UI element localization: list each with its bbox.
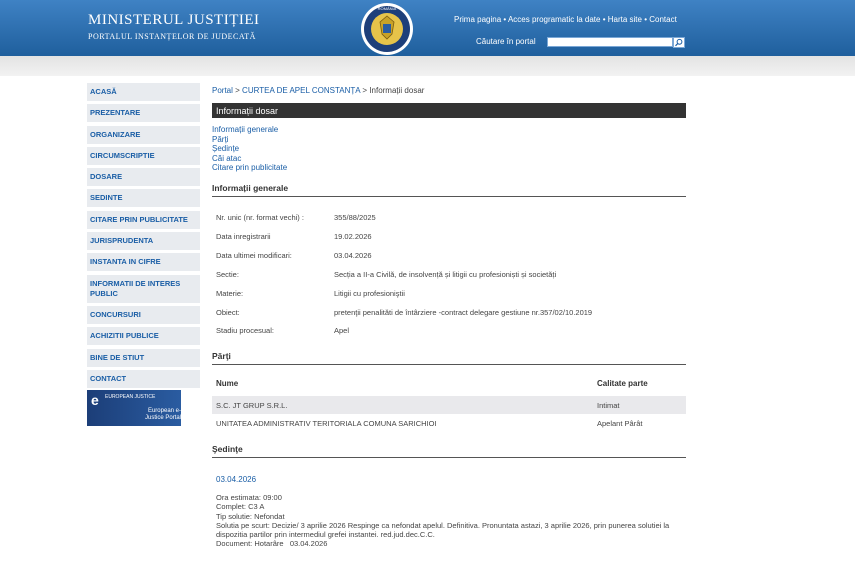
search-button[interactable] bbox=[673, 37, 685, 48]
sidebar-item-citare[interactable]: CITARE PRIN PUBLICITATE bbox=[87, 211, 200, 229]
site-subtitle: PORTALUL INSTANȚELOR DE JUDECATĂ bbox=[88, 32, 256, 41]
sidebar-item-sedinte[interactable]: SEDINTE bbox=[87, 189, 200, 207]
top-link-api[interactable]: Acces programatic la date bbox=[507, 15, 601, 24]
page-title: Informații dosar bbox=[212, 103, 686, 118]
sedinte-section-title: Şedinţe bbox=[212, 444, 686, 458]
sidebar-item-achizitii[interactable]: ACHIZITII PUBLICE bbox=[87, 327, 200, 345]
sidebar-item-informatii-interes[interactable]: INFORMATII DE INTERES PUBLIC bbox=[87, 275, 200, 303]
sidebar-item-instanta-cifre[interactable]: INSTANTA IN CIFRE bbox=[87, 253, 200, 271]
ejustice-label: EUROPEAN JUSTICE bbox=[105, 394, 156, 400]
sidebar-item-jurisprudenta[interactable]: JURISPRUDENTA bbox=[87, 232, 200, 250]
breadcrumb: Portal > CURTEA DE APEL CONSTANȚA > Informații dosar bbox=[212, 86, 425, 95]
header-band bbox=[0, 56, 855, 76]
top-link-sitemap[interactable]: Harta site bbox=[607, 15, 642, 24]
table-row: S.C. JT GRUP S.R.L. Intimat bbox=[212, 396, 686, 414]
top-link-contact[interactable]: Contact bbox=[649, 15, 677, 24]
search-label: Căutare în portal bbox=[476, 37, 536, 46]
link-sedinte[interactable]: Ședințe bbox=[212, 144, 240, 153]
breadcrumb-court[interactable]: CURTEA DE APEL CONSTANȚA bbox=[242, 86, 361, 95]
link-informatii-generale[interactable]: Informații generale bbox=[212, 125, 279, 134]
svg-text:ROMÂNIA: ROMÂNIA bbox=[377, 6, 397, 11]
sidebar-item-concursuri[interactable]: CONCURSURI bbox=[87, 306, 200, 324]
main-content: Portal > CURTEA DE APEL CONSTANȚA > Informații dosar Informații dosar Informații generale Părți Ședințe Căi atac Citare prin publicitate Informații generale Nr. unic (nr. format vechi) : 355/88/2025 Data inregistrarii 19.02.2026 Data ultimei modificari: 03.04.2026 Sectie: Secția a II-a Civilă, de insolvență și litigii cu profesioniști și societăți Materie: Litigii cu profesioniştii Obiect: pretenţii penalităti de întârziere -contract delegare gestiune nr.357/02/10.2019 Stadiu procesual: Apel Părţi Nume Calitate parte S.C. JT GRUP S.R.L. Intimat UNITATEA ADMINISTRATIV TERITORIALA COMUNA SARICHIOI Apelant Pârât Şedinţe 03.04.2026 Ora estimata: 09:00 Complet: C3 A Tip solutie: Nefondat Solutia pe scurt: Decizie/ 3 aprilie 2026 Respinge ca nefondat apelul. Definitiva. Pronuntata astazi, 3 aprilie 2026, prin punerea solutiei la dispozitia partilor prin intermediul grefei instantei. red.jud.dec.C.C. Document: Hotarâre 03.04.2026 bbox=[212, 86, 686, 95]
coat-of-arms-icon[interactable] bbox=[357, 2, 417, 56]
site-title[interactable]: MINISTERUL JUSTIȚIEI bbox=[88, 12, 260, 28]
sidebar-item-circumscriptie[interactable]: CIRCUMSCRIPTIE bbox=[87, 147, 200, 165]
breadcrumb-current: Informații dosar bbox=[369, 86, 425, 95]
sidebar-item-contact[interactable]: CONTACT bbox=[87, 370, 200, 388]
sidebar-item-dosare[interactable]: DOSARE bbox=[87, 168, 200, 186]
sidebar-nav bbox=[87, 83, 200, 391]
search-input[interactable] bbox=[547, 37, 673, 47]
link-cai-atac[interactable]: Căi atac bbox=[212, 153, 242, 163]
search-icon bbox=[674, 38, 684, 47]
parti-section-title: Părţi bbox=[212, 351, 686, 365]
breadcrumb-portal[interactable]: Portal bbox=[212, 86, 233, 95]
table-row: UNITATEA ADMINISTRATIV TERITORIALA COMUNA SARICHIOI Apelant Pârât bbox=[216, 419, 643, 428]
general-section-title: Informații generale bbox=[212, 183, 686, 197]
sidebar-item-prezentare[interactable]: PREZENTARE bbox=[87, 104, 200, 122]
ejustice-banner[interactable] bbox=[87, 390, 181, 426]
ejustice-logo-letter: e bbox=[91, 392, 99, 408]
top-links: Prima pagina • Acces programatic la date • Harta site • Contact bbox=[454, 15, 677, 24]
link-parti[interactable]: Părți bbox=[212, 134, 229, 144]
document-link[interactable]: Hotarâre bbox=[254, 539, 284, 549]
ejustice-portal-label: European e-Justice Portal bbox=[145, 408, 182, 421]
sidebar-item-organizare[interactable]: ORGANIZARE bbox=[87, 126, 200, 144]
sedinta-details: Ora estimata: 09:00 Complet: C3 A Tip solutie: Nefondat Solutia pe scurt: Decizie/ 3 aprilie 2026 Respinge ca nefondat apelul. Definitiva. Pronuntata astazi, 3 aprilie 2026, prin punerea solutiei la dispozitia partilor prin intermediul grefei instantei. red.jud.dec.C.C. Document: Hotarâre 03.04.2026 bbox=[216, 493, 670, 549]
col-calitate: Calitate parte bbox=[597, 379, 648, 388]
sedinta-date: 03.04.2026 bbox=[216, 475, 257, 484]
section-links bbox=[212, 125, 287, 173]
top-link-home[interactable]: Prima pagina bbox=[454, 15, 502, 24]
col-nume: Nume bbox=[216, 379, 239, 388]
sidebar-item-acasa[interactable]: ACASĂ bbox=[87, 83, 200, 101]
sidebar-item-bine-de-stiut[interactable]: BINE DE STIUT bbox=[87, 349, 200, 367]
link-citare[interactable]: Citare prin publicitate bbox=[212, 163, 288, 172]
parti-table-header bbox=[212, 379, 686, 393]
